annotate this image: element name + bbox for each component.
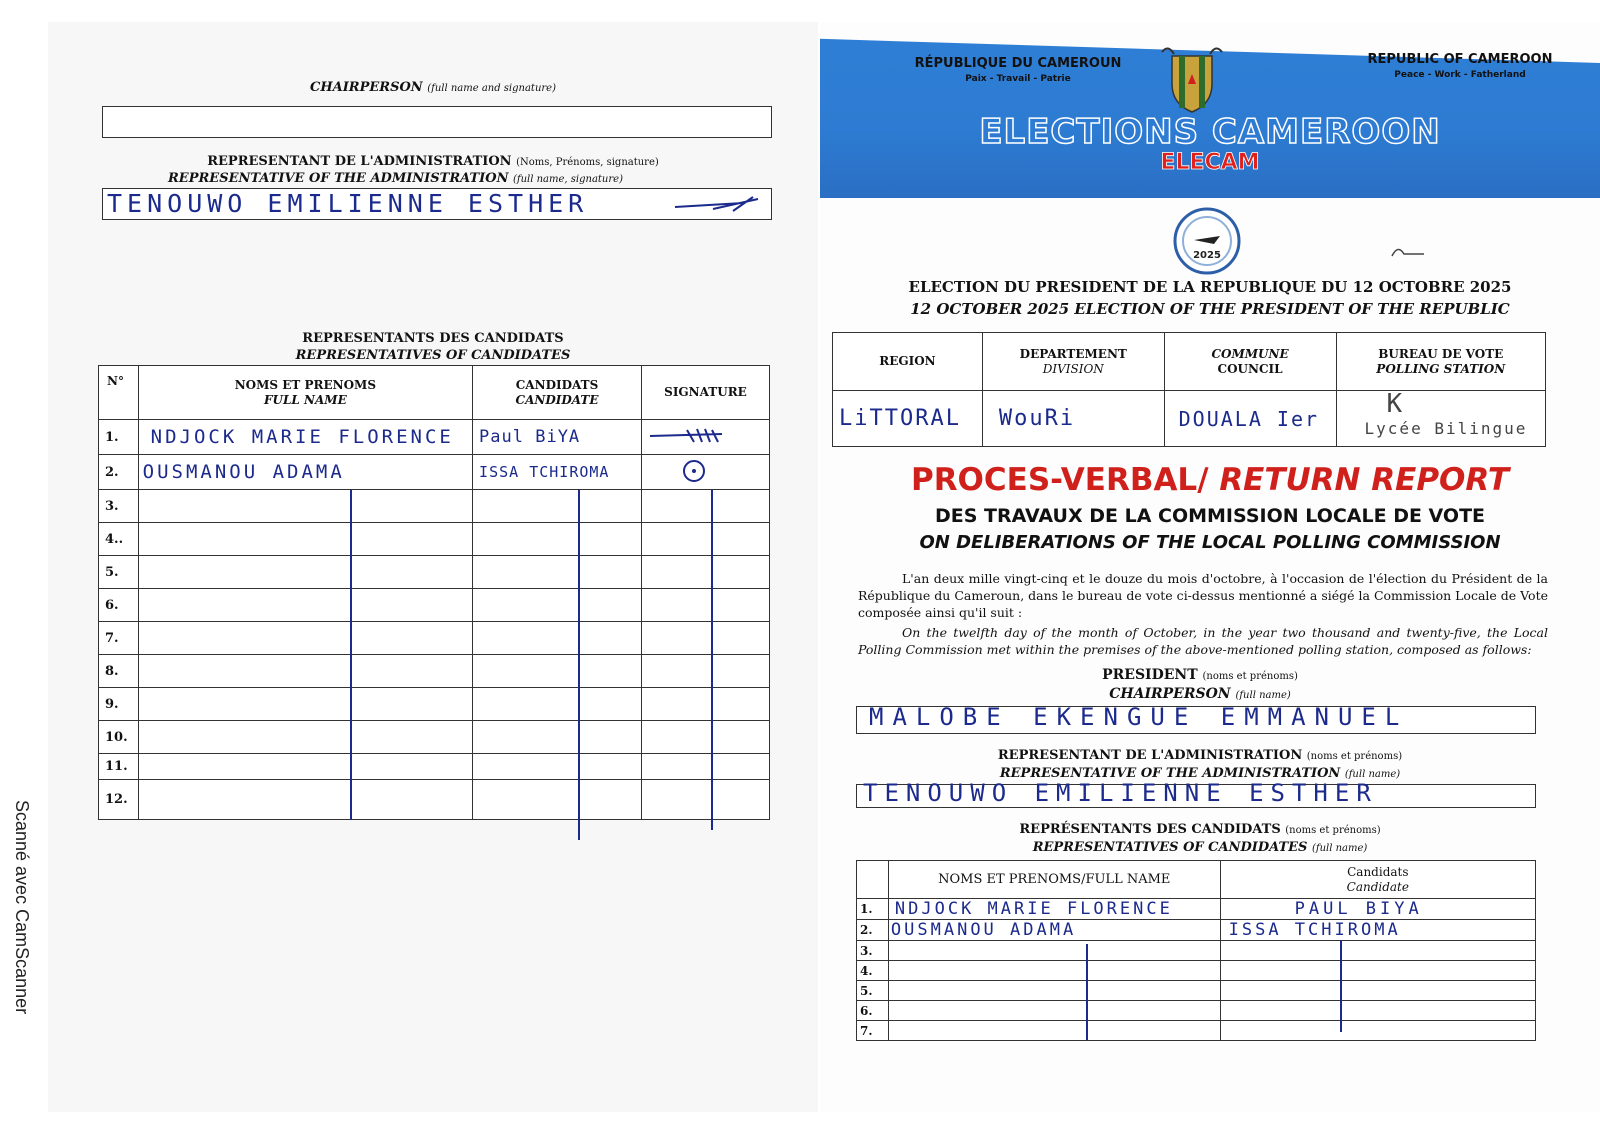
rep-signature-cell[interactable]: [641, 556, 769, 589]
subtitle-en: ON DELIBERATIONS OF THE LOCAL POLLING COMMISSION: [919, 532, 1501, 553]
col-cand-en: CANDIDATE: [515, 392, 599, 407]
rep-signature-cell[interactable]: [641, 754, 769, 780]
location-value-row: [833, 391, 1546, 447]
rep-name-cell[interactable]: [138, 688, 472, 721]
rep-name-cell[interactable]: [138, 490, 472, 523]
report-title-fr: PROCES-VERBAL/: [910, 462, 1220, 498]
rep-name-cell[interactable]: [138, 780, 472, 820]
reps-title-fr: REPRESENTANTS DES CANDIDATS: [302, 331, 564, 346]
station-header: [1336, 333, 1545, 391]
col-no-header: N°: [99, 366, 139, 420]
right-reps-table: [856, 860, 1536, 1041]
row-number: 8.: [99, 655, 139, 688]
region-value[interactable]: LiTTORAL: [833, 391, 983, 447]
division-label-en: DIVISION: [1042, 361, 1104, 376]
chair-label: CHAIRPERSON: [1109, 686, 1231, 702]
station-value-cell[interactable]: [1336, 391, 1545, 447]
rep-name-cell[interactable]: NDJOCK MARIE FLORENCE: [138, 420, 472, 455]
org-title: ELECTIONS CAMEROON: [979, 112, 1441, 152]
reps-name-header: NOMS ET PRENOMS/FULL NAME: [888, 861, 1220, 899]
chair-field[interactable]: [856, 703, 1536, 734]
row-number: 7.: [99, 622, 139, 655]
paragraph-en: On the twelfth day of the month of October, in the year two thousand and twenty-five, the Local Polling Commission met within the premises of the above-mentioned polling station, composed as follows:: [858, 625, 1548, 657]
table-row: [99, 490, 770, 523]
rep-name-cell[interactable]: [888, 981, 1220, 1001]
camscanner-watermark: Scanné avec CamScanner: [12, 800, 32, 1015]
strike-line: [578, 490, 580, 840]
reps-cand-header: [1220, 861, 1535, 899]
strike-line: [711, 490, 713, 830]
col-candidate-header: [473, 366, 642, 420]
president-heading: [820, 667, 1580, 683]
row-number: 4.: [857, 961, 889, 981]
motto-en: Peace - Work - Fatherland: [1394, 70, 1526, 80]
commune-value[interactable]: DOUALA Ier: [1164, 391, 1336, 447]
division-label-fr: DEPARTEMENT: [1019, 346, 1127, 361]
rep-candidate-cell[interactable]: ISSA TCHIROMA: [473, 455, 642, 490]
row-number: 1.: [857, 899, 889, 920]
reps-no-header: [857, 861, 889, 899]
org-acronym: ELECAM: [1160, 150, 1260, 175]
rep-name-cell[interactable]: OUSMANOU ADAMA: [888, 920, 1220, 941]
right-page: [820, 22, 1600, 1112]
row-number: 2.: [857, 920, 889, 941]
election-title-en: 12 OCTOBER 2025 ELECTION OF THE PRESIDENT OF THE REPUBLIC: [910, 300, 1510, 318]
table-row: [99, 688, 770, 721]
reps-header-row: [857, 861, 1536, 899]
rep-signature-cell[interactable]: [641, 490, 769, 523]
col-signature-header: SIGNATURE: [641, 366, 769, 420]
rep-candidate-cell[interactable]: ISSA TCHIROMA: [1220, 920, 1535, 941]
rep-signature-cell[interactable]: [641, 622, 769, 655]
table-row: [857, 920, 1536, 941]
chair-name-handwritten: MALOBE EKENGUE EMMANUEL: [869, 703, 1409, 731]
coat-of-arms-icon: [1160, 44, 1224, 116]
table-row: [857, 961, 1536, 981]
rep-signature-cell[interactable]: [641, 780, 769, 820]
row-number: 5.: [857, 981, 889, 1001]
seal-year: 2025: [1193, 250, 1221, 261]
rep-name-cell[interactable]: OUSMANOU ADAMA: [138, 455, 472, 490]
station-label-fr: BUREAU DE VOTE: [1378, 346, 1504, 361]
table-row: [99, 556, 770, 589]
admin-hint-fr: (Noms, Prénoms, signature): [516, 157, 659, 168]
rep-name-cell[interactable]: [888, 961, 1220, 981]
table-row: [857, 899, 1536, 920]
division-header: [982, 333, 1164, 391]
rep-name-cell[interactable]: [138, 721, 472, 754]
reps-title-en: REPRESENTATIVES OF CANDIDATES: [295, 348, 571, 363]
station-note: Lycée Bilingue: [1364, 419, 1528, 438]
row-number: 11.: [99, 754, 139, 780]
table-row: [99, 622, 770, 655]
table-row: [99, 455, 770, 490]
table-row: [99, 420, 770, 455]
rep-candidate-cell[interactable]: [1220, 941, 1535, 961]
chair-heading: [820, 686, 1580, 702]
reps-label-en-right: REPRESENTATIVES OF CANDIDATES: [1032, 840, 1308, 855]
strike-line: [350, 490, 352, 820]
reps-hint-en-right: (full name): [1311, 843, 1368, 854]
row-number: 3.: [99, 490, 139, 523]
rep-signature-cell[interactable]: [641, 589, 769, 622]
report-title: [820, 462, 1600, 498]
rep-name-cell[interactable]: [138, 523, 472, 556]
rep-candidate-cell[interactable]: Paul BiYA: [473, 420, 642, 455]
row-number: 2.: [99, 455, 139, 490]
republic-fr: RÉPUBLIQUE DU CAMEROUN: [914, 56, 1122, 71]
motto-fr: Paix - Travail - Patrie: [965, 74, 1071, 84]
rep-candidate-cell[interactable]: [1220, 1021, 1535, 1041]
col-name-header: [138, 366, 472, 420]
row-number: 1.: [99, 420, 139, 455]
table-row: [99, 523, 770, 556]
row-number: 5.: [99, 556, 139, 589]
rep-name-cell[interactable]: [138, 655, 472, 688]
col-cand-fr: CANDIDATS: [515, 377, 599, 392]
commune-label-en: COUNCIL: [1217, 361, 1283, 376]
election-title-fr: ELECTION DU PRESIDENT DE LA REPUBLIQUE DU 12 OCTOBRE 2025: [908, 278, 1512, 296]
rep-candidate-cell[interactable]: [473, 490, 642, 523]
reps-label-fr-right: REPRÉSENTANTS DES CANDIDATS: [1019, 822, 1281, 837]
reps-hint-fr-right: (noms et prénoms): [1285, 825, 1381, 836]
signature-scribble: [642, 420, 769, 450]
signature-scribble: [642, 455, 769, 485]
rep-signature-cell[interactable]: [641, 523, 769, 556]
chairperson-heading: [48, 80, 818, 95]
reps-heading-fr-right: [820, 822, 1580, 837]
rep-candidate-cell[interactable]: [473, 523, 642, 556]
col-name-fr: NOMS ET PRENOMS: [234, 377, 377, 392]
rep-signature-cell[interactable]: [641, 721, 769, 754]
location-table: [832, 332, 1546, 447]
admin-label-en: REPRESENTATIVE OF THE ADMINISTRATION: [168, 171, 509, 186]
admin-signature-scribble: [673, 193, 763, 215]
president-label: PRESIDENT: [1102, 667, 1198, 683]
rep-candidate-cell[interactable]: [473, 780, 642, 820]
admin-label-fr: REPRESENTANT DE L'ADMINISTRATION: [207, 154, 512, 169]
admin-heading-en: [168, 171, 623, 186]
strike-line: [1086, 944, 1088, 1040]
chair-hint: (full name): [1235, 690, 1291, 701]
commune-header: [1164, 333, 1336, 391]
rep-candidate-cell[interactable]: [473, 556, 642, 589]
rep-candidate-cell[interactable]: [473, 721, 642, 754]
row-number: 4..: [99, 523, 139, 556]
rep-candidate-cell[interactable]: [1220, 981, 1535, 1001]
rep-candidate-cell[interactable]: PAUL BIYA: [1220, 899, 1535, 920]
paragraph-fr: L'an deux mille vingt-cinq et le douze du mois d'octobre, à l'occasion de l'élection du Président de la République du Cameroun, dans le bureau de vote ci-dessus mentionné a siégé la Commission Locale de Vote composée ainsi qu'il suit :: [858, 571, 1548, 620]
rep-name-cell[interactable]: [888, 1001, 1220, 1021]
rep-candidate-cell[interactable]: [473, 622, 642, 655]
col-name-en: FULL NAME: [263, 392, 347, 407]
rep-name-cell[interactable]: [888, 1021, 1220, 1041]
rep-signature-cell[interactable]: [641, 420, 769, 455]
region-header: REGION: [833, 333, 983, 391]
row-number: 6.: [99, 589, 139, 622]
left-reps-table: [98, 365, 770, 820]
admin-field-right[interactable]: [856, 779, 1536, 808]
rep-candidate-cell[interactable]: [473, 589, 642, 622]
row-number: 10.: [99, 721, 139, 754]
rep-name-cell[interactable]: [138, 589, 472, 622]
rep-name-cell[interactable]: [138, 622, 472, 655]
rep-name-cell[interactable]: NDJOCK MARIE FLORENCE: [888, 899, 1220, 920]
admin-heading-fr: [48, 154, 818, 169]
rep-candidate-cell[interactable]: [1220, 1001, 1535, 1021]
location-header-row: [833, 333, 1546, 391]
table-row: [99, 589, 770, 622]
reps-cand-fr: Candidats: [1347, 864, 1409, 879]
admin-hint-fr-right: (noms et prénoms): [1306, 751, 1403, 762]
president-hint: (noms et prénoms): [1202, 671, 1298, 682]
admin-hint-en: (full name, signature): [513, 174, 623, 185]
rep-signature-cell[interactable]: [641, 655, 769, 688]
rep-name-cell[interactable]: [138, 556, 472, 589]
admin-label-en-right: REPRESENTATIVE OF THE ADMINISTRATION: [999, 766, 1341, 781]
commune-label-fr: COMMUNE: [1211, 346, 1289, 361]
rep-candidate-cell[interactable]: [473, 754, 642, 780]
chairperson-hint: (full name and signature): [427, 83, 556, 94]
reps-cand-en: Candidate: [1346, 879, 1409, 894]
report-title-en: RETURN REPORT: [1219, 462, 1510, 498]
table-row: [99, 754, 770, 780]
admin-field[interactable]: [102, 188, 772, 220]
table-row: [857, 981, 1536, 1001]
rep-candidate-cell[interactable]: [1220, 961, 1535, 981]
row-number: 7.: [857, 1021, 889, 1041]
row-number: 9.: [99, 688, 139, 721]
table-row: [857, 941, 1536, 961]
admin-name-handwritten-right: TENOUWO EMILIENNE ESTHER: [863, 779, 1378, 807]
admin-heading-fr-right: [820, 748, 1580, 763]
row-number: 6.: [857, 1001, 889, 1021]
row-number: 12.: [99, 780, 139, 820]
admin-name-handwritten: TENOUWO EMILIENNE ESTHER: [107, 189, 589, 218]
republic-en: REPUBLIC OF CAMEROON: [1367, 52, 1553, 67]
division-value[interactable]: WouRi: [982, 391, 1164, 447]
table-row: [857, 1001, 1536, 1021]
rep-signature-cell[interactable]: [641, 455, 769, 490]
election-seal-icon: [1172, 206, 1242, 276]
rep-name-cell[interactable]: [888, 941, 1220, 961]
admin-label-fr-right: REPRESENTANT DE L'ADMINISTRATION: [997, 748, 1303, 763]
rep-name-cell[interactable]: [138, 754, 472, 780]
chairperson-field[interactable]: [102, 106, 772, 138]
row-number: 3.: [857, 941, 889, 961]
station-value: K: [1386, 389, 1403, 419]
rep-signature-cell[interactable]: [641, 688, 769, 721]
chairperson-label: CHAIRPERSON: [310, 80, 423, 95]
table-row: [857, 1021, 1536, 1041]
rep-candidate-cell[interactable]: [473, 688, 642, 721]
table-row: [99, 780, 770, 820]
station-label-en: POLLING STATION: [1376, 361, 1506, 376]
table-row: [99, 655, 770, 688]
rep-candidate-cell[interactable]: [473, 655, 642, 688]
table-header-row: [99, 366, 770, 420]
reps-heading-en-right: [820, 840, 1580, 855]
strike-line: [1340, 940, 1342, 1032]
admin-hint-en-right: (full name): [1344, 769, 1401, 780]
subtitle-fr: DES TRAVAUX DE LA COMMISSION LOCALE DE VOTE: [934, 505, 1486, 527]
table-row: [99, 721, 770, 754]
initials-scribble: [1388, 242, 1428, 262]
left-page: [48, 22, 818, 1112]
